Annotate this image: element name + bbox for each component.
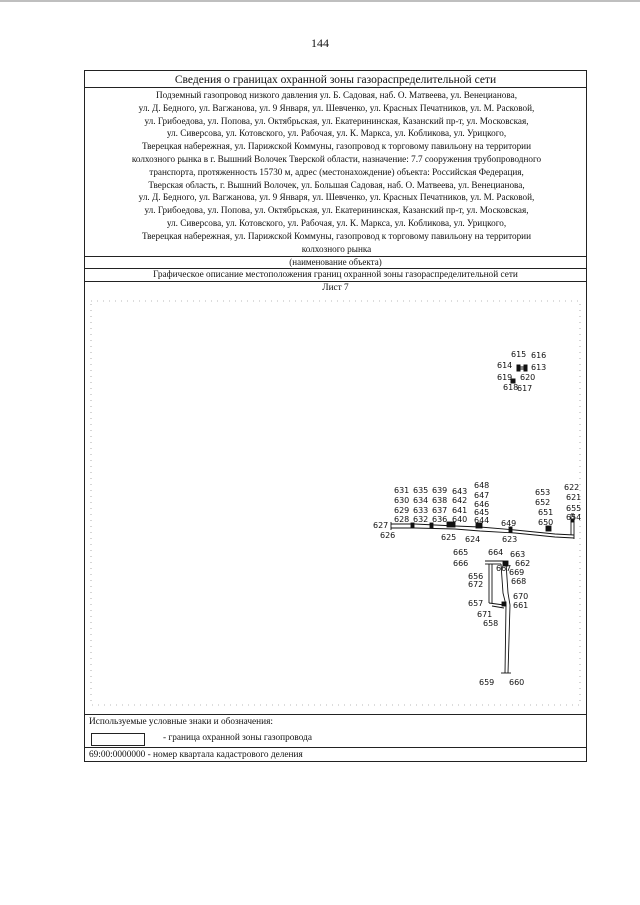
caption-divider xyxy=(85,268,586,269)
desc-line: Подземный газопровод низкого давления ул. Б. Садовая, наб. О. Матвеева, ул. Венецианова, xyxy=(156,90,517,100)
point-label: 658 xyxy=(483,619,499,628)
point-label: 641 xyxy=(452,506,468,515)
point-label: 665 xyxy=(453,548,469,557)
desc-line: ул. Сиверсова, ул. Котовского, ул. Рабочая, ул. К. Маркса, ул. Кобликова, ул. Урицкого, xyxy=(166,217,507,228)
point-label: 666 xyxy=(453,559,469,568)
legend-zone-border-text: - граница охранной зоны газопровода xyxy=(163,733,312,743)
section-title: Сведения о границах охранной зоны газораспределительной сети xyxy=(174,74,497,86)
legend-divider xyxy=(85,747,586,748)
point-label: 617 xyxy=(517,384,533,393)
sheet-label: Лист 7 xyxy=(322,283,349,293)
desc-line: Тверецкая набережная, ул. Парижской Коммуны, газопровод к торговому павильону на территории xyxy=(141,230,532,241)
point-label: 625 xyxy=(441,533,457,542)
point-label: 661 xyxy=(513,601,529,610)
point-label: 645 xyxy=(474,508,490,517)
page-number: 144 xyxy=(311,36,329,50)
point-label: 620 xyxy=(520,373,536,382)
point-label: 669 xyxy=(509,568,525,577)
point-label: 662 xyxy=(515,559,531,568)
point-label: 628 xyxy=(394,515,410,524)
point-label: 635 xyxy=(413,486,429,495)
point-label: 615 xyxy=(511,350,527,359)
desc-line: Тверская область, г. Вышний Волочек, ул. Большая Садовая, наб. О. Матвеева, ул. Венецианова, xyxy=(148,179,525,190)
point-label: 667 xyxy=(496,564,512,573)
point-label: 663 xyxy=(510,550,526,559)
desc-line: Тверецкая набережная, ул. Парижской Коммуны, газопровод к торговому павильону на территории xyxy=(141,141,532,152)
point-label: 671 xyxy=(477,610,493,619)
point-label: 613 xyxy=(531,363,547,372)
desc-line: ул. Грибоедова, ул. Попова, ул. Октябрьская, ул. Екатерининская, Казанский пр-т, ул. Московская, xyxy=(144,115,529,126)
point-label: 650 xyxy=(538,518,554,527)
point-label: 659 xyxy=(479,678,495,687)
legend-zone-border-symbol xyxy=(91,733,145,746)
point-label: 649 xyxy=(501,519,517,528)
point-label: 648 xyxy=(474,481,490,490)
graphic-title-divider xyxy=(85,281,586,282)
point-label: 619 xyxy=(497,373,513,382)
point-label: 643 xyxy=(452,487,468,496)
point-label: 636 xyxy=(432,515,448,524)
point-label: 647 xyxy=(474,491,490,500)
point-label: 651 xyxy=(538,508,554,517)
point-label: 656 xyxy=(468,572,484,581)
desc-line: ул. Д. Бедного, ул. Вагжанова, ул. 9 Января, ул. Шевченко, ул. Красных Печатников, ул. М. Расковой, xyxy=(138,102,535,113)
point-label: 657 xyxy=(468,599,484,608)
desc-line: ул. Грибоедова, ул. Попова, ул. Октябрьская, ул. Екатерининская, Казанский пр-т, ул. Московская, xyxy=(144,205,529,216)
point-label: 644 xyxy=(474,516,490,525)
point-label: 660 xyxy=(509,678,525,687)
point-label: 655 xyxy=(566,504,582,513)
legend-cadastral-text: 69:00:0000000 - номер квартала кадастрового деления xyxy=(89,750,303,760)
point-label: 652 xyxy=(535,498,551,507)
point-label: 668 xyxy=(511,577,527,586)
point-label: 637 xyxy=(432,506,448,515)
desc-line: транспорта, протяженность 15730 м, адрес (местонахождение) объекта: Российская Федерация, xyxy=(149,166,524,177)
desc-line: колхозного рынка xyxy=(301,243,372,254)
title-divider xyxy=(85,87,586,88)
point-label: 616 xyxy=(531,351,547,360)
graphic-description-title: Графическое описание местоположения границ охранной зоны газораспределительной сети xyxy=(153,270,518,280)
point-label: 614 xyxy=(497,361,513,370)
object-name-caption: (наименование объекта) xyxy=(289,257,382,267)
map-point-labels xyxy=(373,350,581,687)
point-label: 632 xyxy=(413,515,429,524)
point-label: 646 xyxy=(474,500,490,509)
protection-zone-map xyxy=(85,293,586,715)
legend-title: Используемые условные знаки и обозначения: xyxy=(89,717,273,727)
point-label: 631 xyxy=(394,486,410,495)
point-label: 624 xyxy=(465,535,481,544)
point-label: 629 xyxy=(394,506,410,515)
point-label: 664 xyxy=(488,548,504,557)
top-scan-rule xyxy=(0,0,640,3)
document-frame xyxy=(84,70,587,762)
map-divider xyxy=(85,714,586,715)
point-label: 640 xyxy=(452,515,468,524)
point-label: 633 xyxy=(413,506,429,515)
point-label: 621 xyxy=(566,493,582,502)
point-label: 672 xyxy=(468,580,484,589)
point-label: 634 xyxy=(413,496,429,505)
point-label: 622 xyxy=(564,483,580,492)
point-label: 638 xyxy=(432,496,448,505)
point-label: 623 xyxy=(502,535,518,544)
point-label: 654 xyxy=(566,513,582,522)
point-label: 653 xyxy=(535,488,551,497)
desc-line: ул. Сиверсова, ул. Котовского, ул. Рабочая, ул. К. Маркса, ул. Кобликова, ул. Урицкого, xyxy=(166,128,507,139)
desc-line: колхозного рынка в г. Вышний Волочек Тверской области, назначение: 7.7 сооружения трубопроводного xyxy=(131,153,542,164)
point-label: 642 xyxy=(452,496,468,505)
point-label: 626 xyxy=(380,531,396,540)
point-label: 670 xyxy=(513,592,529,601)
object-description xyxy=(91,89,582,255)
point-label: 618 xyxy=(503,383,519,392)
point-label: 627 xyxy=(373,521,389,530)
point-label: 639 xyxy=(432,486,448,495)
point-label: 630 xyxy=(394,496,410,505)
desc-line: ул. Д. Бедного, ул. Вагжанова, ул. 9 Января, ул. Шевченко, ул. Красных Печатников, ул. М. Расковой, xyxy=(138,192,535,203)
